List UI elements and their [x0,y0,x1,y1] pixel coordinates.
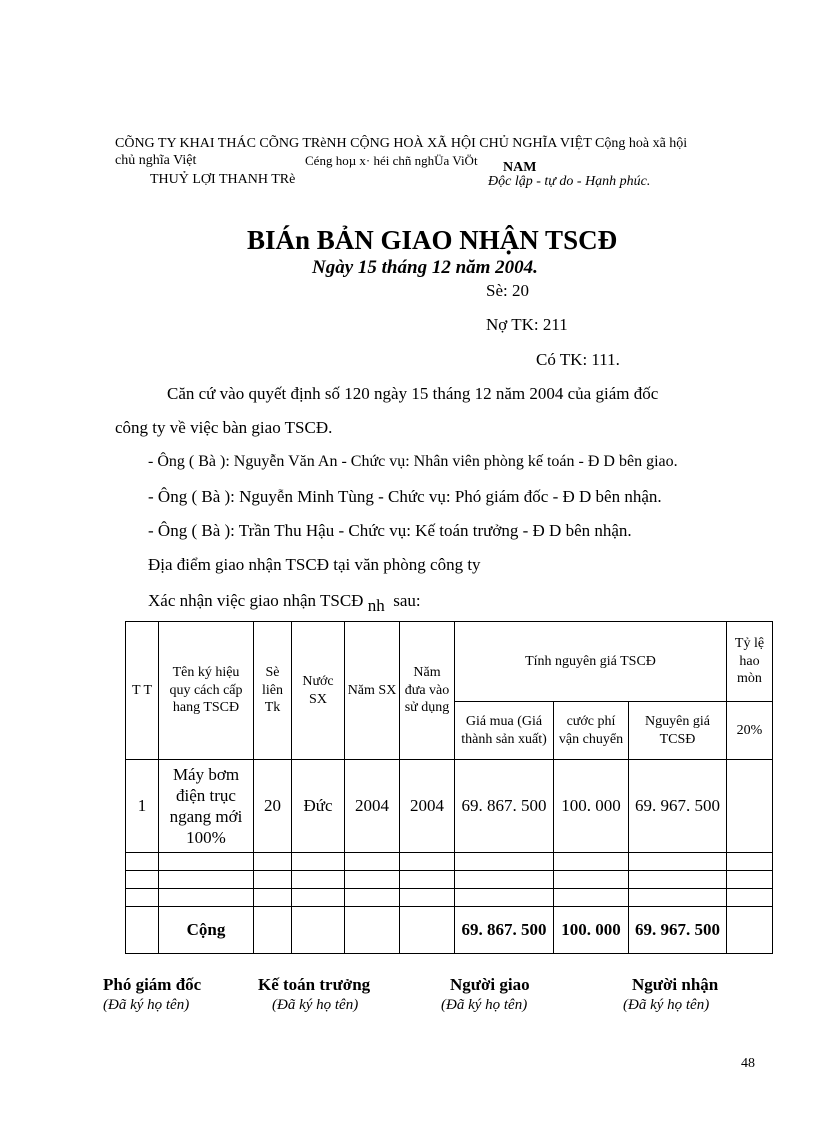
header-account: Sè liên Tk [254,622,292,760]
header-purchase-price: Giá mua (Giá thành sản xuất) [455,702,554,760]
total-purchase-price: 69. 867. 500 [455,907,554,954]
person-1: - Ông ( Bà ): Nguyễn Văn An - Chức vụ: Nhân viên phòng kế toán - Đ D bên giao. [148,453,678,470]
table-row [126,760,773,853]
table-row-empty [126,889,773,907]
header-rate-value: 20% [727,702,773,760]
table-row-empty [126,871,773,889]
cell-freight: 100. 000 [554,760,629,853]
header-line-2-mid: Céng hoµ x· héi chñ nghÜa ViÖt [305,153,478,168]
cell-asset-name: Máy bơm điện trục ngang mới 100% [159,760,254,853]
asset-table [125,621,773,954]
header-motto: Độc lập - tự do - Hạnh phúc. [488,174,651,189]
cell-account: 20 [254,760,292,853]
total-label: Cộng [159,907,254,954]
total-original-cost: 69. 967. 500 [629,907,727,954]
confirm-text [148,591,421,615]
header-line-1: CÕNG TY KHAI THÁC CÕNG TRèNH CỘNG HOÀ XÃ HỘI CHỦ NGHĨA VIỆT Cộng hoà xã hội [115,136,688,151]
table-total-row [126,907,773,954]
cell-country: Đức [292,760,345,853]
person-3: - Ông ( Bà ): Trần Thu Hậu - Chức vụ: Kế toán trưởng - Đ D bên nhận. [148,521,632,540]
signature-note-receiver: (Đã ký họ tên) [623,997,710,1013]
signature-title-vice-director: Phó giám đốc [103,975,202,994]
header-line-2-left: chủ nghĩa Việt [115,153,197,168]
credit-account: Có TK: 111. [536,350,620,369]
cell-original-cost: 69. 967. 500 [629,760,727,853]
signature-title-receiver: Người nhận [632,975,719,994]
confirm-text-nh: nh [367,596,385,615]
debit-account: Nợ TK: 211 [486,315,568,334]
total-freight: 100. 000 [554,907,629,954]
header-depreciation-rate: Tỷ lệ hao mòn [727,622,773,702]
document-date: Ngày 15 tháng 12 năm 2004. [312,257,538,278]
signature-note-vice-director: (Đã ký họ tên) [103,997,190,1013]
decision-line-1: Căn cứ vào quyết định số 120 ngày 15 tháng 12 năm 2004 của giám đốc [167,384,659,403]
cell-use-year: 2004 [400,760,455,853]
signature-note-chief-accountant: (Đã ký họ tên) [272,997,359,1013]
signature-note-deliverer: (Đã ký họ tên) [441,997,528,1013]
cell-year: 2004 [345,760,400,853]
header-use-year: Năm đưa vào sử dụng [400,622,455,760]
header-freight: cước phí vận chuyển [554,702,629,760]
header-year: Năm SX [345,622,400,760]
cell-tt: 1 [126,760,159,853]
confirm-text-b: sau: [393,591,421,610]
decision-line-2: công ty về việc bàn giao TSCĐ. [115,418,333,437]
signature-title-chief-accountant: Kế toán trưởng [258,975,371,994]
document-number: Sè: 20 [486,281,529,300]
header-tt: T T [126,622,159,760]
header-country: Nước SX [292,622,345,760]
cell-rate [727,760,773,853]
header-line-3-left: THUỶ LỢI THANH TRè [150,172,296,187]
cell-purchase-price: 69. 867. 500 [455,760,554,853]
confirm-text-a: Xác nhận việc giao nhận TSCĐ [148,591,364,610]
signature-title-deliverer: Người giao [450,975,530,994]
table-row-empty [126,853,773,871]
header-original-cost: Nguyên giá TCSĐ [629,702,727,760]
header-nam: NAM [503,160,537,175]
header-cost-group: Tính nguyên giá TSCĐ [455,622,727,702]
page-number: 48 [741,1056,755,1071]
location: Địa điểm giao nhận TSCĐ tại văn phòng công ty [148,555,481,574]
document-title: BIÁn BẢN GIAO NHẬN TSCĐ [247,225,618,255]
header-asset-name: Tên ký hiệu quy cách cấp hang TSCĐ [159,622,254,760]
person-2: - Ông ( Bà ): Nguyễn Minh Tùng - Chức vụ: Phó giám đốc - Đ D bên nhận. [148,487,662,506]
